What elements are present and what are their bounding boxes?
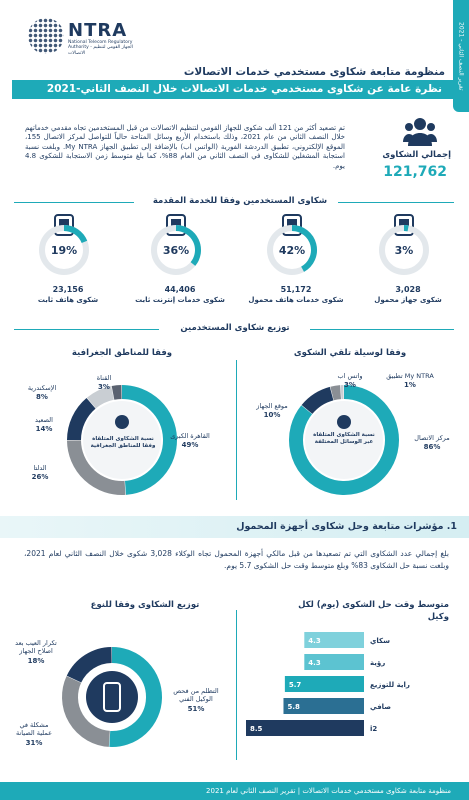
segment-pct: 10% (263, 411, 281, 419)
channel-center-text: نسبة الشكاوى المتلقاة عبر الوسائل المختلفة (313, 432, 375, 446)
pie-pct: 18% (27, 657, 45, 665)
service-donut (374, 220, 434, 280)
segment-label: القاهرة الكبرى (170, 432, 210, 440)
segment-label: الإسكندرية (27, 384, 57, 392)
segment-pct: 86% (423, 443, 441, 451)
donut-segment (91, 393, 112, 403)
total-complaints-value: 121,762 (383, 164, 447, 180)
service-pct: 3% (394, 244, 414, 257)
logo-text: NTRA (68, 20, 128, 41)
service-pct: 19% (50, 244, 78, 257)
segment-pct: 3% (98, 383, 110, 391)
segment-label: واتس اب (337, 372, 363, 380)
pie-label: تكرار العيب بعد (15, 639, 57, 647)
users-group-icon (403, 116, 437, 152)
region-center-text: نسبة الشكاوى المتلقاة وفقا للمناطق الجغرافية (90, 436, 156, 450)
bar-value: 5.7 (288, 681, 302, 689)
pie-chart-title: توزيع الشكاوى وفقا للنوع (90, 600, 200, 610)
service-pct: 42% (278, 244, 306, 257)
donut-segment (113, 392, 122, 393)
complaint-type-chart (0, 615, 236, 775)
divider (14, 329, 159, 330)
service-donut (262, 220, 322, 280)
divider (236, 610, 237, 760)
total-complaints-label: إجمالي الشكاوى (382, 150, 451, 160)
service-caption: شكوى خدمات هاتف محمول (248, 296, 344, 304)
pie-pct: 51% (187, 705, 205, 713)
bar-category: رؤية (370, 659, 386, 667)
pie-label: مشكلة في (19, 721, 49, 729)
system-title: منظومة متابعة شكاوى مستخدمي خدمات الاتصالات (183, 66, 445, 78)
divider (338, 202, 454, 203)
segment-label: الصعيد (35, 416, 53, 424)
segment-pct: 3% (344, 381, 356, 389)
segment-pct: 26% (31, 473, 49, 481)
map-pin-icon (115, 415, 129, 429)
service-donut (34, 220, 94, 280)
segment-pct: 49% (181, 441, 199, 449)
segment-label: تطبيق My NTRA (386, 372, 434, 380)
service-caption: شكوى خدمات إنترنت ثابت (135, 296, 225, 304)
segment-label: موقع الجهاز (256, 402, 288, 410)
section1-paragraph: بلغ إجمالي عدد الشكاوى التي تم تصعيدها من قبل مالكي أجهزة المحمول تجاه الوكلاء 3,028 شكوى خلال النصف الثاني لعام 2021، وبلغت نسبة حل الشكاوى 83% وبلغ متوسط وقت حل الشكوى 5.7 يوم. (24, 549, 449, 570)
gears-phone-icon (86, 671, 138, 723)
headset-icon (337, 415, 351, 429)
segment-pct: 14% (35, 425, 53, 433)
services-title: شكاوى المستخدمين وفقا للخدمة المقدمة (152, 196, 328, 206)
donut-segment (332, 392, 340, 393)
footer: منظومة متابعة شكاوى مستخدمي خدمات الاتصالات | تقرير النصف الثاني لعام 2021 (0, 782, 469, 800)
bar (246, 720, 364, 736)
donut-arc (64, 228, 84, 242)
pie-pct: 31% (25, 739, 43, 747)
bar-category: i2 (370, 725, 378, 733)
service-count: 44,406 (164, 285, 196, 294)
segment-label: القناة (96, 374, 112, 382)
service-count: 51,172 (280, 285, 312, 294)
distribution-title: توزيع شكاوى المستخدمين (180, 323, 290, 333)
service-caption: شكوى جهاز محمول (374, 296, 442, 304)
report-side-tab: تقرير النصف الثاني - 2021 (453, 0, 469, 112)
distribution-charts (0, 360, 469, 510)
service-count: 3,028 (395, 285, 421, 294)
resolution-bar-chart (246, 630, 460, 750)
logo-subtitle: National Telecom Regulatory Authority - الجهاز القومي لتنظيم الاتصالات (68, 40, 133, 56)
bar-category: راية للتوزيع (370, 681, 410, 689)
service-caption: شكوى هاتف ثابت (37, 296, 99, 304)
bar-category: سكاي (370, 637, 390, 645)
pie-label: عملية الصيانة (16, 729, 52, 737)
ntra-logo-icon (28, 18, 64, 54)
segment-label: مركز الاتصال (414, 434, 450, 442)
segment-pct: 8% (36, 393, 48, 401)
service-pct: 36% (162, 244, 190, 257)
region-title: وفقا للمناطق الجغرافية (71, 348, 173, 358)
pie-label: التظلم من فحص (173, 687, 219, 695)
bar-value: 4.3 (308, 637, 321, 645)
segment-label: الدلتا (33, 464, 47, 472)
pie-label: الوكيل الفني (179, 695, 213, 703)
channel-title: وفقا لوسيلة تلقي الشكوى (293, 348, 407, 358)
bar-value: 5.8 (287, 703, 300, 711)
pie-label: اصلاح الجهاز (19, 647, 53, 655)
service-donut (146, 220, 206, 280)
divider (14, 202, 134, 203)
bar-category: صافي (370, 703, 392, 711)
divider (310, 329, 454, 330)
section1-title: 1. مؤشرات متابعة وحل شكاوى أجهزة المحمول (236, 521, 457, 532)
intro-paragraph: تم تصعيد أكثر من 121 ألف شكوى للجهاز القومي لتنظيم الاتصالات من قبل المستخدمين تجاه مقدمي خدماتهم خلال النصف الثاني من عام 2021، وذلك باستخدام الأربع وسائل المتاحة حالياً للتواصل لمركز الاتصال 155، الموقع الإلكتروني، تطبيق الدردشة الفورية (الواتس اب) بالإضافة إلى تطبيق الجهاز My NTRA. وبلغت نسبة استجابة المشغلين للشكاوى في النصف الثاني من العام 88%، كما بلغ متوسط زمن الاستجابة للشكوى 4.8 يوم. (25, 124, 345, 170)
service-count: 23,156 (52, 285, 84, 294)
bar-value: 4.3 (308, 659, 321, 667)
segment-pct: 1% (404, 381, 416, 389)
bar-chart-title: متوسط وقت حل الشكوى (يوم) لكل وكيل (298, 600, 449, 622)
bar-value: 8.5 (250, 725, 263, 733)
overview-banner: نظرة عامة عن شكاوى مستخدمي خدمات الاتصالات خلال النصف الثاني-2021 (12, 80, 454, 99)
